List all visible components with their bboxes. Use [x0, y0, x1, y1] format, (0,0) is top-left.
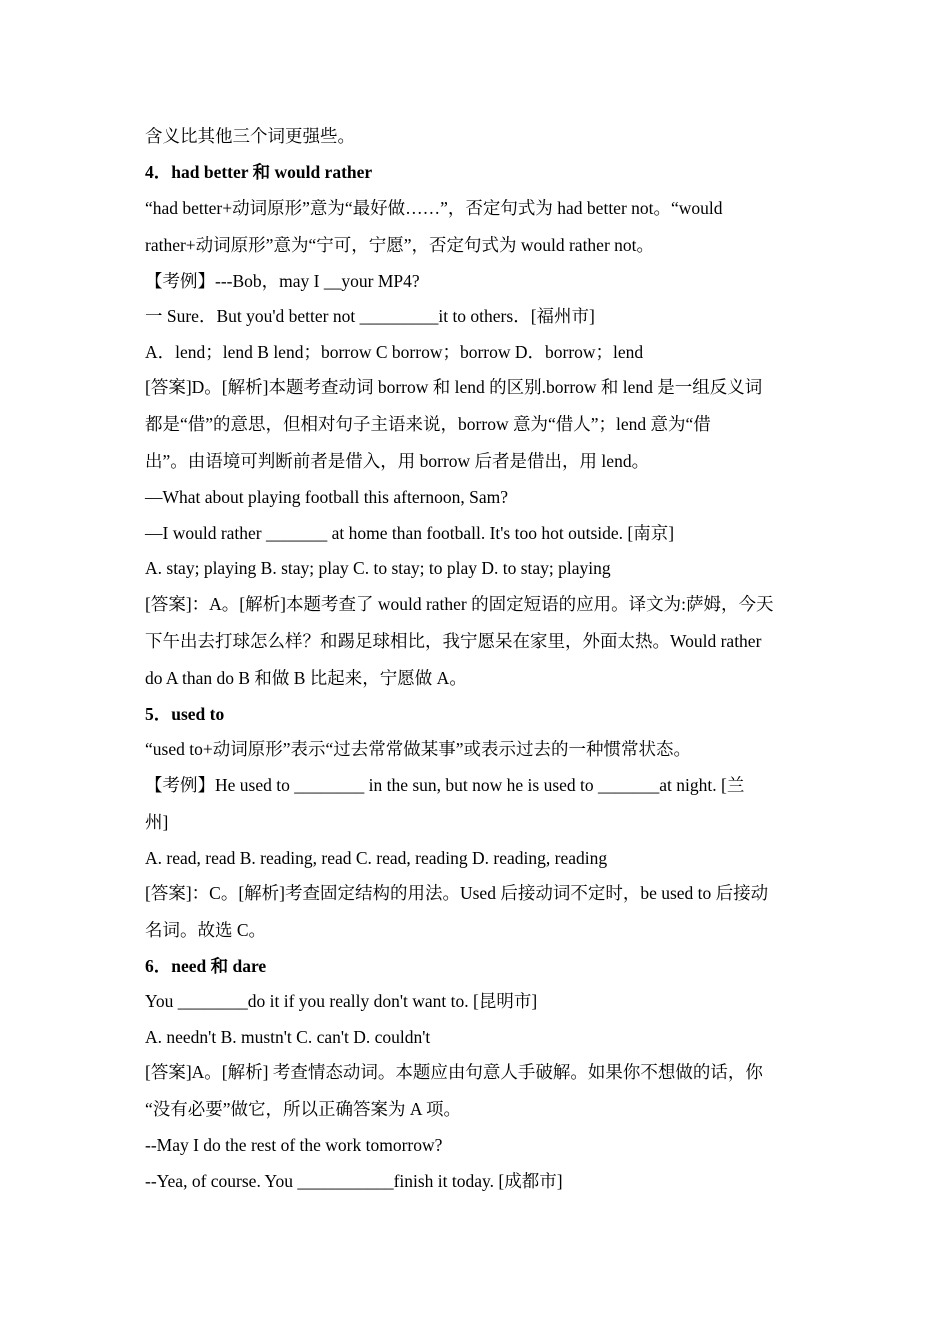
text-line: “used to+动词原形”表示“过去常常做某事”或表示过去的一种惯常状态。: [145, 739, 692, 759]
answer-explanation: [答案]D。[解析]本题考查动词 borrow 和 lend 的区别.borrow 和 lend 是一组反义词: [145, 377, 763, 397]
example-question: --May I do the rest of the work tomorrow?: [145, 1135, 443, 1155]
section-heading-5: 5．used to: [145, 704, 225, 724]
example-question: 州]: [145, 812, 169, 832]
example-question: 【考例】He used to ________ in the sun, but now he is used to _______at night. [兰: [145, 775, 745, 795]
answer-explanation: [答案]：C。[解析]考查固定结构的用法。Used 后接动词不定时，be used to 后接动: [145, 883, 769, 903]
text-line: “had better+动词原形”意为“最好做……”，否定句式为 had better not。“would: [145, 198, 723, 218]
answer-explanation: “没有必要”做它，所以正确答案为 A 项。: [145, 1099, 461, 1119]
answer-options: A．lend；lend B lend；borrow C borrow；borrow D．borrow；lend: [145, 342, 644, 362]
answer-options: A. stay; playing B. stay; play C. to stay; to play D. to stay; playing: [145, 558, 611, 578]
text-line: rather+动词原形”意为“宁可，宁愿”，否定句式为 would rather not。: [145, 235, 655, 255]
answer-explanation: [答案]：A。[解析]本题考查了 would rather 的固定短语的应用。译文为:萨姆，今天: [145, 594, 774, 614]
example-question: --Yea, of course. You ___________finish it today. [成都市]: [145, 1171, 563, 1191]
answer-explanation: 出”。由语境可判断前者是借入，用 borrow 后者是借出，用 lend。: [145, 451, 650, 471]
answer-explanation: 都是“借”的意思，但相对句子主语来说，borrow 意为“借人”；lend 意为“借: [145, 414, 711, 434]
answer-explanation: [答案]A。[解析] 考查情态动词。本题应由句意人手破解。如果你不想做的话，你: [145, 1062, 763, 1082]
answer-explanation: 下午出去打球怎么样？和踢足球相比，我宁愿呆在家里，外面太热。Would rather: [145, 631, 762, 651]
answer-options: A. read, read B. reading, read C. read, reading D. reading, reading: [145, 848, 608, 868]
answer-explanation: do A than do B 和做 B 比起来，宁愿做 A。: [145, 668, 467, 688]
example-question: You ________do it if you really don't want to. [昆明市]: [145, 991, 538, 1011]
section-heading-4: 4．had better 和 would rather: [145, 162, 373, 182]
section-heading-6: 6．need 和 dare: [145, 956, 267, 976]
example-question: —I would rather _______ at home than football. It's too hot outside. [南京]: [145, 523, 675, 543]
example-question: —What about playing football this afternoon, Sam?: [145, 487, 509, 507]
example-question: 【考例】---Bob，may I __your MP4?: [145, 271, 420, 291]
answer-explanation: 名词。故选 C。: [145, 920, 267, 940]
text-line: 含义比其他三个词更强些。: [145, 126, 355, 146]
example-question: 一 Sure．But you'd better not _________it to others．[福州市]: [145, 306, 595, 326]
answer-options: A. needn't B. mustn't C. can't D. couldn't: [145, 1027, 431, 1047]
